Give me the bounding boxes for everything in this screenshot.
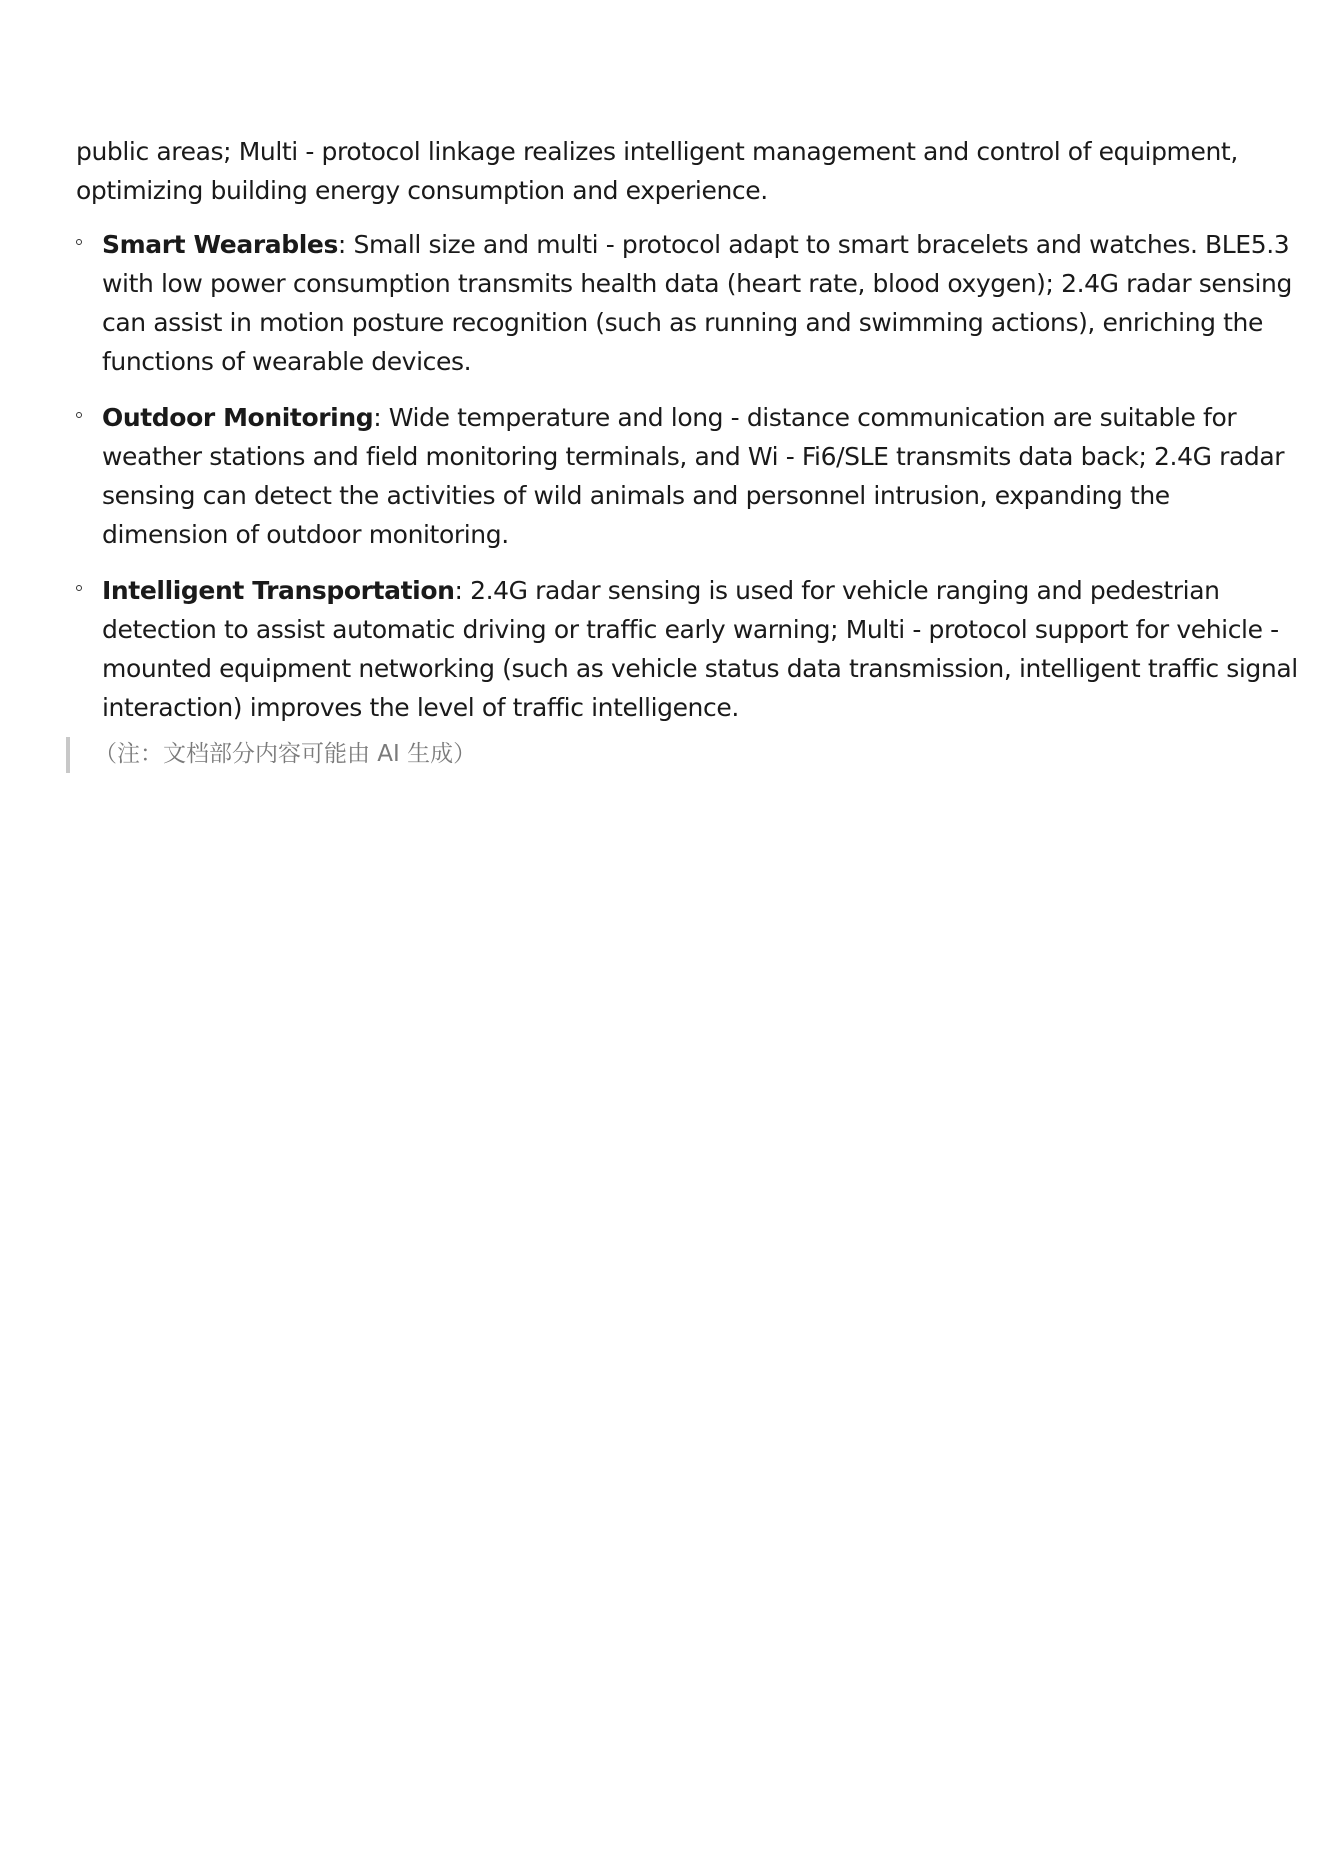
list-item-intelligent-transportation bbox=[76, 571, 1298, 727]
item-title: Outdoor Monitoring bbox=[102, 403, 374, 432]
application-list bbox=[76, 225, 1298, 727]
intro-paragraph: public areas; Multi - protocol linkage realizes intelligent management and control of equipment, optimizing building energy consumption and experience. bbox=[76, 137, 1238, 205]
item-title: Smart Wearables bbox=[102, 230, 338, 259]
list-item-outdoor-monitoring bbox=[76, 398, 1298, 554]
blockquote-bar bbox=[66, 737, 70, 773]
hollow-bullet-icon bbox=[76, 585, 82, 591]
hollow-bullet-icon bbox=[76, 412, 82, 418]
note-text: （注：文档部分内容可能由 AI 生成） bbox=[94, 741, 477, 767]
item-text: : 2.4G radar sensing is used for vehicle ranging and pedestrian detection to assist automatic driving or traffic early warning; Multi - protocol support for vehicle - mounted equipment networking (such as vehicle status data transmission, intelligent traffic signal interaction) improves the level of traffic intelligence. bbox=[102, 576, 1298, 722]
ai-generated-note bbox=[66, 736, 1298, 773]
item-text: : Small size and multi - protocol adapt to smart bracelets and watches. BLE5.3 with low power consumption transmits health data (heart rate, blood oxygen); 2.4G radar sensing can assist in motion posture recognition (such as running and swimming actions), enriching the functions of wearable devices. bbox=[102, 230, 1292, 376]
document-body bbox=[76, 132, 1298, 773]
list-item-smart-wearables bbox=[76, 225, 1298, 381]
item-title: Intelligent Transportation bbox=[102, 576, 455, 605]
item-text: : Wide temperature and long - distance communication are suitable for weather stations and field monitoring terminals, and Wi - Fi6/SLE transmits data back; 2.4G radar sensing can detect the activities of wild animals and personnel intrusion, expanding the dimension of outdoor monitoring. bbox=[102, 403, 1285, 549]
hollow-bullet-icon bbox=[76, 239, 82, 245]
